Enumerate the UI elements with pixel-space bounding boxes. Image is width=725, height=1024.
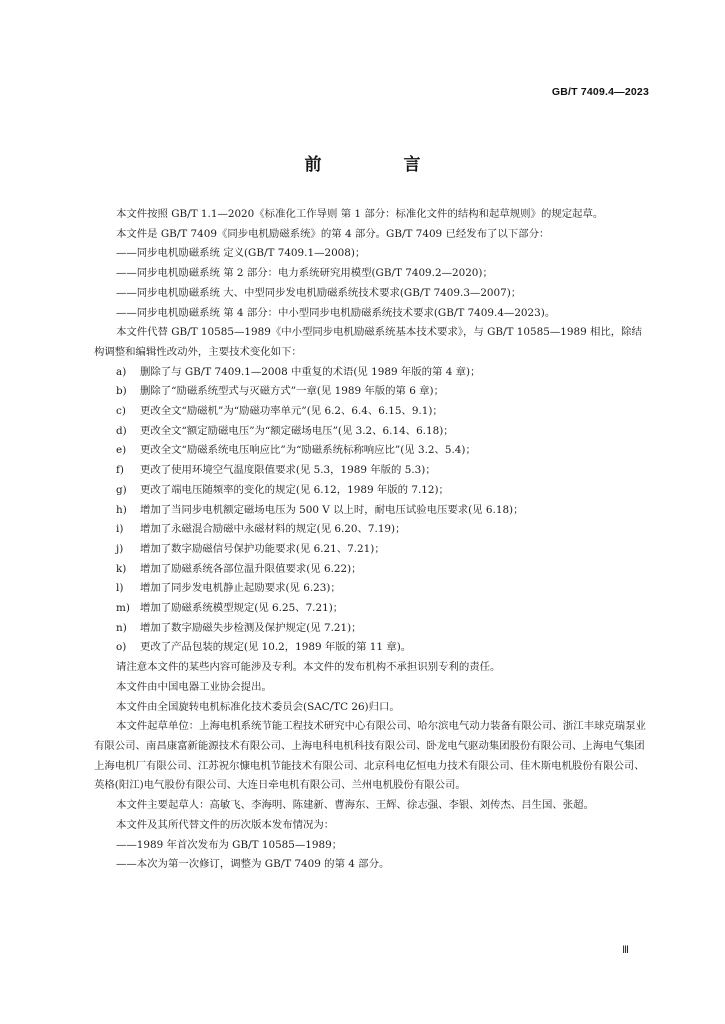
paragraph-drafting-units: 本文件起草单位：上海电机系统节能工程技术研究中心有限公司、哈尔滨电气动力装备有限公司、浙江丰球克瑞泵业有限公司、南昌康富新能源技术有限公司、上海电科电机科技有限公司、卧龙电气驱动集团股份有限公司、上海电气集团上海电机厂有限公司、江苏祝尔慷电机节能技术有限公司、北京科电亿恒电力技术有限公司、佳木斯电机股份有限公司、英格(阳江)电气股份有限公司、大连日牵电机有限公司、兰州电机股份有限公司。 xyxy=(94,720,646,792)
change-item xyxy=(116,461,651,481)
change-letter: b) xyxy=(116,385,127,398)
change-letter: n) xyxy=(116,621,127,634)
change-letter: l) xyxy=(116,582,124,595)
change-item xyxy=(116,520,651,540)
change-letter: g) xyxy=(116,483,127,496)
change-text: 删除了“励磁系统型式与灭磁方式”一章(见 1989 年版的第 6 章)； xyxy=(140,385,444,398)
change-text: 增加了同步发电机静止起励要求(见 6.23)； xyxy=(140,582,341,595)
paragraph-proposer: 本文件由中国电器工业协会提出。 xyxy=(116,680,272,693)
change-letter: e) xyxy=(116,444,127,457)
part-item: ——同步电机励磁系统 第 4 部分：中小型同步电机励磁系统技术要求(GB/T 7409.4—2023)。 xyxy=(116,306,556,319)
change-letter: k) xyxy=(116,562,127,575)
change-letter: i) xyxy=(116,523,124,536)
change-text: 更改了使用环境空气温度限值要求(见 5.3，1989 年版的 5.3)； xyxy=(140,464,436,477)
parts-list xyxy=(116,244,651,323)
change-letter: a) xyxy=(116,365,127,378)
change-item xyxy=(116,579,651,599)
change-letter: h) xyxy=(116,503,127,516)
change-text: 增加了励磁系统各部位温升限值要求(见 6.22)； xyxy=(140,562,362,575)
change-text: 更改全文“额定励磁电压”为“额定磁场电压”(见 3.2、6.14、6.18)； xyxy=(140,424,454,437)
change-item xyxy=(116,501,651,521)
change-text: 增加了数字励磁失步检测及保护规定(见 7.21)； xyxy=(140,621,362,634)
part-item: ——同步电机励磁系统 大、中型同步发电机励磁系统技术要求(GB/T 7409.3—2007)； xyxy=(116,286,522,299)
preface-body xyxy=(94,205,651,875)
change-item xyxy=(116,382,651,402)
history-item: ——本次为第一次修订，调整为 GB/T 7409 的第 4 部分。 xyxy=(116,858,390,871)
page-number: Ⅲ xyxy=(622,945,629,956)
change-letter: o) xyxy=(116,641,127,654)
change-letter: m) xyxy=(116,602,130,615)
change-text: 增加了永磁混合励磁中永磁材料的规定(见 6.20、7.19)； xyxy=(140,523,406,536)
part-item: ——同步电机励磁系统 定义(GB/T 7409.1—2008)； xyxy=(116,247,366,260)
change-text: 更改全文“励磁系统电压响应比”为“励磁系统标称响应比”(见 3.2、5.4)； xyxy=(140,444,476,457)
standard-number: GB/T 7409.4—2023 xyxy=(551,86,649,98)
change-letter: f) xyxy=(116,464,124,477)
change-text: 增加了励磁系统模型规定(见 6.25、7.21)； xyxy=(140,602,344,615)
change-letter: c) xyxy=(116,405,126,418)
change-text: 增加了当同步电机额定磁场电压为 500 V 以上时，耐电压试验电压要求(见 6.18)； xyxy=(140,503,524,516)
paragraph-patent-notice: 请注意本文件的某些内容可能涉及专利。本文件的发布机构不承担识别专利的责任。 xyxy=(116,661,501,674)
change-item xyxy=(116,363,651,383)
change-text: 更改全文“励磁机”为“励磁功率单元”(见 6.2、6.4、6.15、9.1)； xyxy=(140,405,443,418)
paragraph-technical-committee: 本文件由全国旋转电机标准化技术委员会(SAC/TC 26)归口。 xyxy=(116,700,400,713)
paragraph-drafting-rules: 本文件按照 GB/T 1.1—2020《标准化工作导则 第 1 部分：标准化文件的结构和起草规则》的规定起草。 xyxy=(116,208,604,220)
change-text: 删除了与 GB/T 7409.1—2008 中重复的术语(见 1989 年版的第 4 章)； xyxy=(140,365,481,378)
change-item xyxy=(116,599,651,619)
change-item xyxy=(116,560,651,580)
technical-changes-list xyxy=(116,363,651,659)
change-letter: d) xyxy=(116,424,127,437)
change-letter: j) xyxy=(116,542,124,555)
change-item xyxy=(116,422,651,442)
paragraph-replacement: 本文件代替 GB/T 10585—1989《中小型同步电机励磁系统基本技术要求》，与 GB/T 10585—1989 相比，除结构调整和编辑性改动外，主要技术变化如下： xyxy=(94,326,642,358)
change-text: 增加了数字励磁信号保护功能要求(见 6.21、7.21)； xyxy=(140,542,385,555)
change-text: 更改了端电压随频率的变化的规定(见 6.12，1989 年版的 7.12)； xyxy=(140,483,449,496)
paragraph-series-intro: 本文件是 GB/T 7409《同步电机励磁系统》的第 4 部分。GB/T 7409 已经发布了以下部分： xyxy=(116,227,550,240)
change-item xyxy=(116,540,651,560)
change-item xyxy=(116,481,651,501)
history-item: ——1989 年首次发布为 GB/T 10585—1989； xyxy=(116,838,343,851)
change-item xyxy=(116,638,651,658)
preface-title: 前 言 xyxy=(304,155,459,175)
change-text: 更改了产品包装的规定(见 10.2，1989 年版的第 11 章)。 xyxy=(140,641,412,654)
part-item: ——同步电机励磁系统 第 2 部分：电力系统研究用模型(GB/T 7409.2—2020)； xyxy=(116,267,493,280)
change-item xyxy=(116,619,651,639)
change-item xyxy=(116,402,651,422)
paragraph-history-intro: 本文件及其所代替文件的历次版本发布情况为： xyxy=(116,818,335,831)
paragraph-drafters: 本文件主要起草人：高敏飞、李海明、陈建新、曹海东、王辉、徐志强、李银、刘传杰、吕生国、张超。 xyxy=(116,799,594,812)
change-item xyxy=(116,441,651,461)
